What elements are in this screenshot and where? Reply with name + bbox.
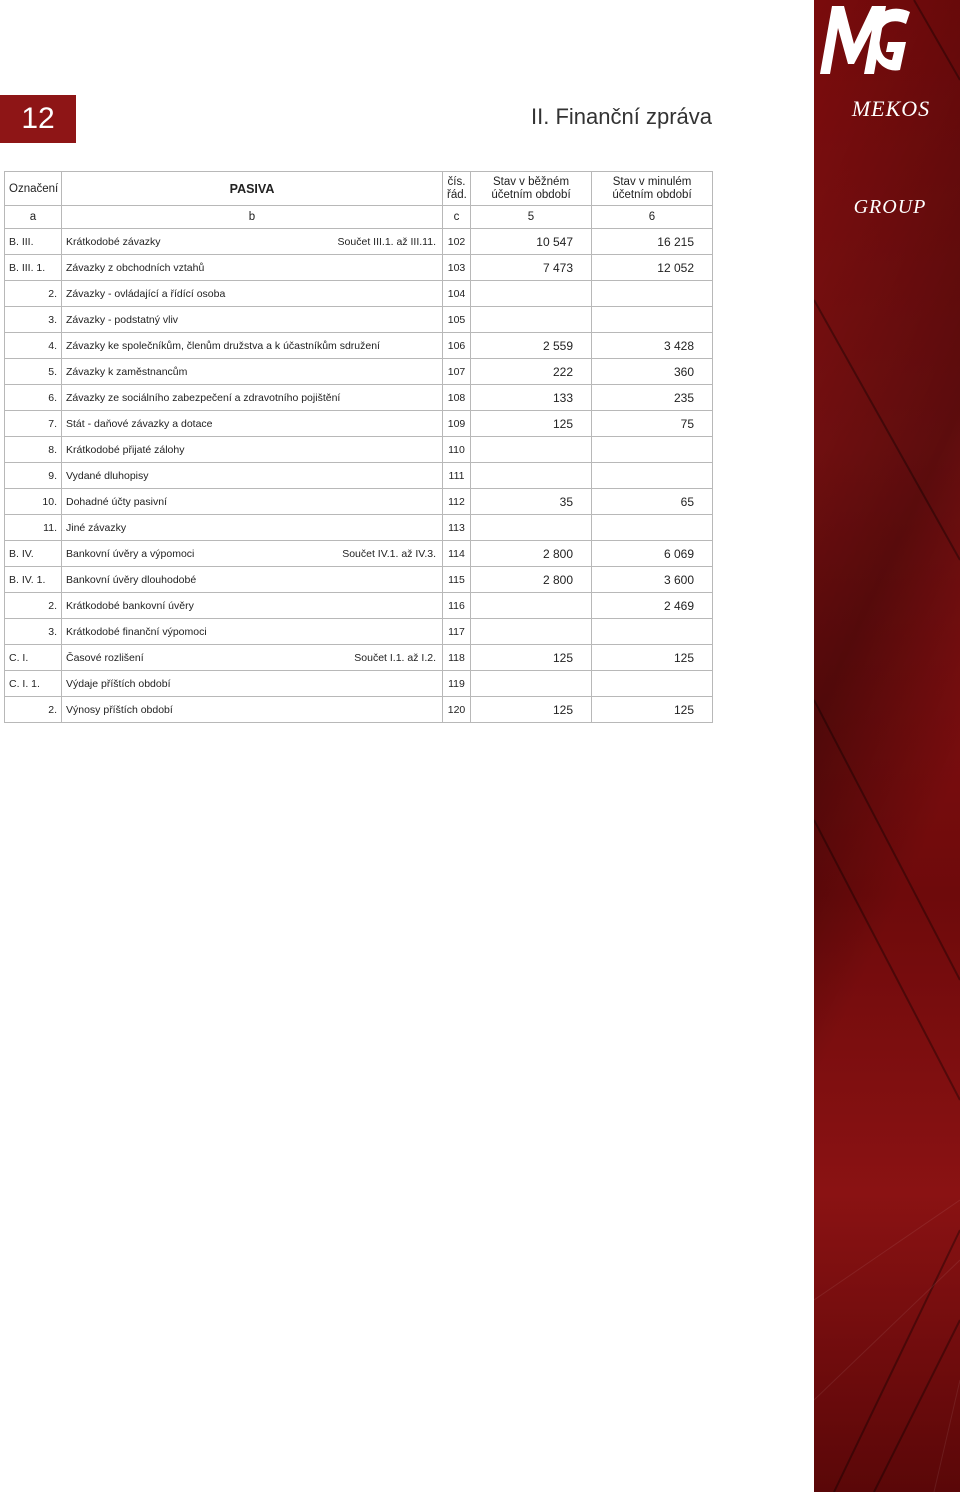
row-current-value: 133 [471,385,592,411]
row-current-value [471,463,592,489]
row-current-value: 2 800 [471,541,592,567]
row-code: B. III. [5,229,62,255]
table-row [5,333,713,359]
row-label-cell [62,411,443,437]
row-current-value: 2 800 [471,567,592,593]
table-row [5,489,713,515]
row-label-cell [62,281,443,307]
row-label: Krátkodobé finanční výpomoci [66,625,207,638]
table-row [5,645,713,671]
side-panel-texture [814,0,960,1492]
table-row [5,385,713,411]
row-previous-value: 65 [592,489,713,515]
row-line-number: 105 [443,307,471,333]
row-current-value [471,619,592,645]
row-code: B. IV. 1. [5,567,62,593]
row-sum-note: Součet III.1. až III.11. [337,235,436,248]
row-label: Krátkodobé bankovní úvěry [66,599,194,612]
row-current-value [471,671,592,697]
row-label: Závazky ke společníkům, členům družstva a k účastníkům sdružení [66,339,380,352]
section-title: II. Finanční zpráva [531,104,712,129]
table-row [5,541,713,567]
row-label: Závazky z obchodních vztahů [66,261,205,274]
row-label-cell [62,437,443,463]
row-label: Časové rozlišení [66,651,144,664]
row-label-cell [62,619,443,645]
row-previous-value [592,437,713,463]
row-line-number: 108 [443,385,471,411]
page-number-badge: 12 [0,95,76,143]
row-label-cell [62,255,443,281]
row-previous-value: 12 052 [592,255,713,281]
row-line-number: 120 [443,697,471,723]
header-oznaceni: Označení [5,172,62,206]
row-code: 8. [5,437,62,463]
row-current-value: 7 473 [471,255,592,281]
header-pasiva: PASIVA [62,172,443,206]
row-previous-value: 360 [592,359,713,385]
row-previous-value [592,463,713,489]
subheader-b: b [62,206,443,229]
row-label: Závazky k zaměstnancům [66,365,188,378]
table-row [5,515,713,541]
row-line-number: 118 [443,645,471,671]
row-previous-value: 2 469 [592,593,713,619]
header-previous-period: Stav v minulém účetním období [592,172,713,206]
row-label: Závazky ze sociálního zabezpečení a zdravotního pojištění [66,391,341,404]
table-row [5,697,713,723]
row-label: Jiné závazky [66,521,127,534]
pasiva-table-container [4,171,712,723]
row-line-number: 119 [443,671,471,697]
row-code: 6. [5,385,62,411]
row-line-number: 103 [443,255,471,281]
table-row [5,307,713,333]
subheader-5: 5 [471,206,592,229]
row-current-value [471,515,592,541]
row-code: 2. [5,593,62,619]
header-current-period: Stav v běžném účetním období [471,172,592,206]
row-previous-value [592,281,713,307]
row-current-value [471,307,592,333]
row-label: Dohadné účty pasivní [66,495,167,508]
row-label-cell [62,515,443,541]
row-current-value: 35 [471,489,592,515]
header-rad: řád. [447,188,467,201]
row-previous-value: 125 [592,645,713,671]
table-row [5,593,713,619]
subheader-6: 6 [592,206,713,229]
row-current-value: 125 [471,645,592,671]
row-sum-note: Součet I.1. až I.2. [354,651,436,664]
row-code: 9. [5,463,62,489]
row-previous-value: 3 428 [592,333,713,359]
row-previous-value [592,619,713,645]
row-code: 7. [5,411,62,437]
row-label-cell [62,567,443,593]
table-row [5,229,713,255]
row-line-number: 104 [443,281,471,307]
row-current-value: 222 [471,359,592,385]
row-label: Výdaje příštích období [66,677,171,690]
header-line-number [443,172,471,206]
table-row [5,437,713,463]
row-label: Krátkodobé závazky [66,235,161,248]
row-line-number: 106 [443,333,471,359]
row-code: 4. [5,333,62,359]
row-line-number: 110 [443,437,471,463]
row-line-number: 113 [443,515,471,541]
row-current-value [471,437,592,463]
row-code: B. IV. [5,541,62,567]
row-sum-note: Součet IV.1. až IV.3. [342,547,436,560]
row-previous-value: 6 069 [592,541,713,567]
row-label-cell [62,463,443,489]
row-label-cell [62,697,443,723]
row-code: 3. [5,307,62,333]
row-label-cell [62,307,443,333]
logo-top-text: MEKOS [851,96,931,121]
subheader-c: c [443,206,471,229]
row-current-value [471,281,592,307]
table-row [5,411,713,437]
row-label-cell [62,593,443,619]
row-label: Závazky - podstatný vliv [66,313,179,326]
row-label-cell [62,359,443,385]
row-code: C. I. [5,645,62,671]
table-row [5,281,713,307]
row-current-value: 125 [471,697,592,723]
table-row [5,671,713,697]
table-row [5,255,713,281]
side-decoration-panel [814,0,960,1492]
row-label-cell [62,229,443,255]
table-body [5,229,713,723]
row-label-cell [62,541,443,567]
row-label-cell [62,489,443,515]
row-line-number: 107 [443,359,471,385]
row-code: 10. [5,489,62,515]
row-code: 2. [5,697,62,723]
logo-bottom-text: GROUP [853,196,927,218]
row-current-value [471,593,592,619]
mg-logo-icon [814,0,914,80]
row-label: Bankovní úvěry a výpomoci [66,547,195,560]
table-row [5,567,713,593]
row-previous-value [592,515,713,541]
row-previous-value [592,671,713,697]
row-line-number: 115 [443,567,471,593]
row-label: Bankovní úvěry dlouhodobé [66,573,197,586]
row-current-value: 10 547 [471,229,592,255]
row-label: Vydané dluhopisy [66,469,149,482]
row-label: Krátkodobé přijaté zálohy [66,443,185,456]
row-label: Stát - daňové závazky a dotace [66,417,213,430]
row-label-cell [62,385,443,411]
row-previous-value [592,307,713,333]
row-label: Výnosy příštích období [66,703,173,716]
row-previous-value: 3 600 [592,567,713,593]
row-previous-value: 235 [592,385,713,411]
row-label-cell [62,645,443,671]
row-line-number: 102 [443,229,471,255]
row-line-number: 116 [443,593,471,619]
header-cis: čís. [447,175,466,188]
table-row [5,619,713,645]
row-code: 11. [5,515,62,541]
row-code: C. I. 1. [5,671,62,697]
row-line-number: 109 [443,411,471,437]
row-label-cell [62,333,443,359]
row-label: Závazky - ovládající a řídící osoba [66,287,226,300]
row-code: 5. [5,359,62,385]
pasiva-table [4,171,713,723]
row-previous-value: 16 215 [592,229,713,255]
row-code: 2. [5,281,62,307]
row-previous-value: 75 [592,411,713,437]
table-row [5,463,713,489]
row-line-number: 117 [443,619,471,645]
subheader-a: a [5,206,62,229]
row-line-number: 111 [443,463,471,489]
table-row [5,359,713,385]
row-code: B. III. 1. [5,255,62,281]
row-current-value: 125 [471,411,592,437]
row-code: 3. [5,619,62,645]
row-line-number: 114 [443,541,471,567]
row-line-number: 112 [443,489,471,515]
row-current-value: 2 559 [471,333,592,359]
row-label-cell [62,671,443,697]
row-previous-value: 125 [592,697,713,723]
